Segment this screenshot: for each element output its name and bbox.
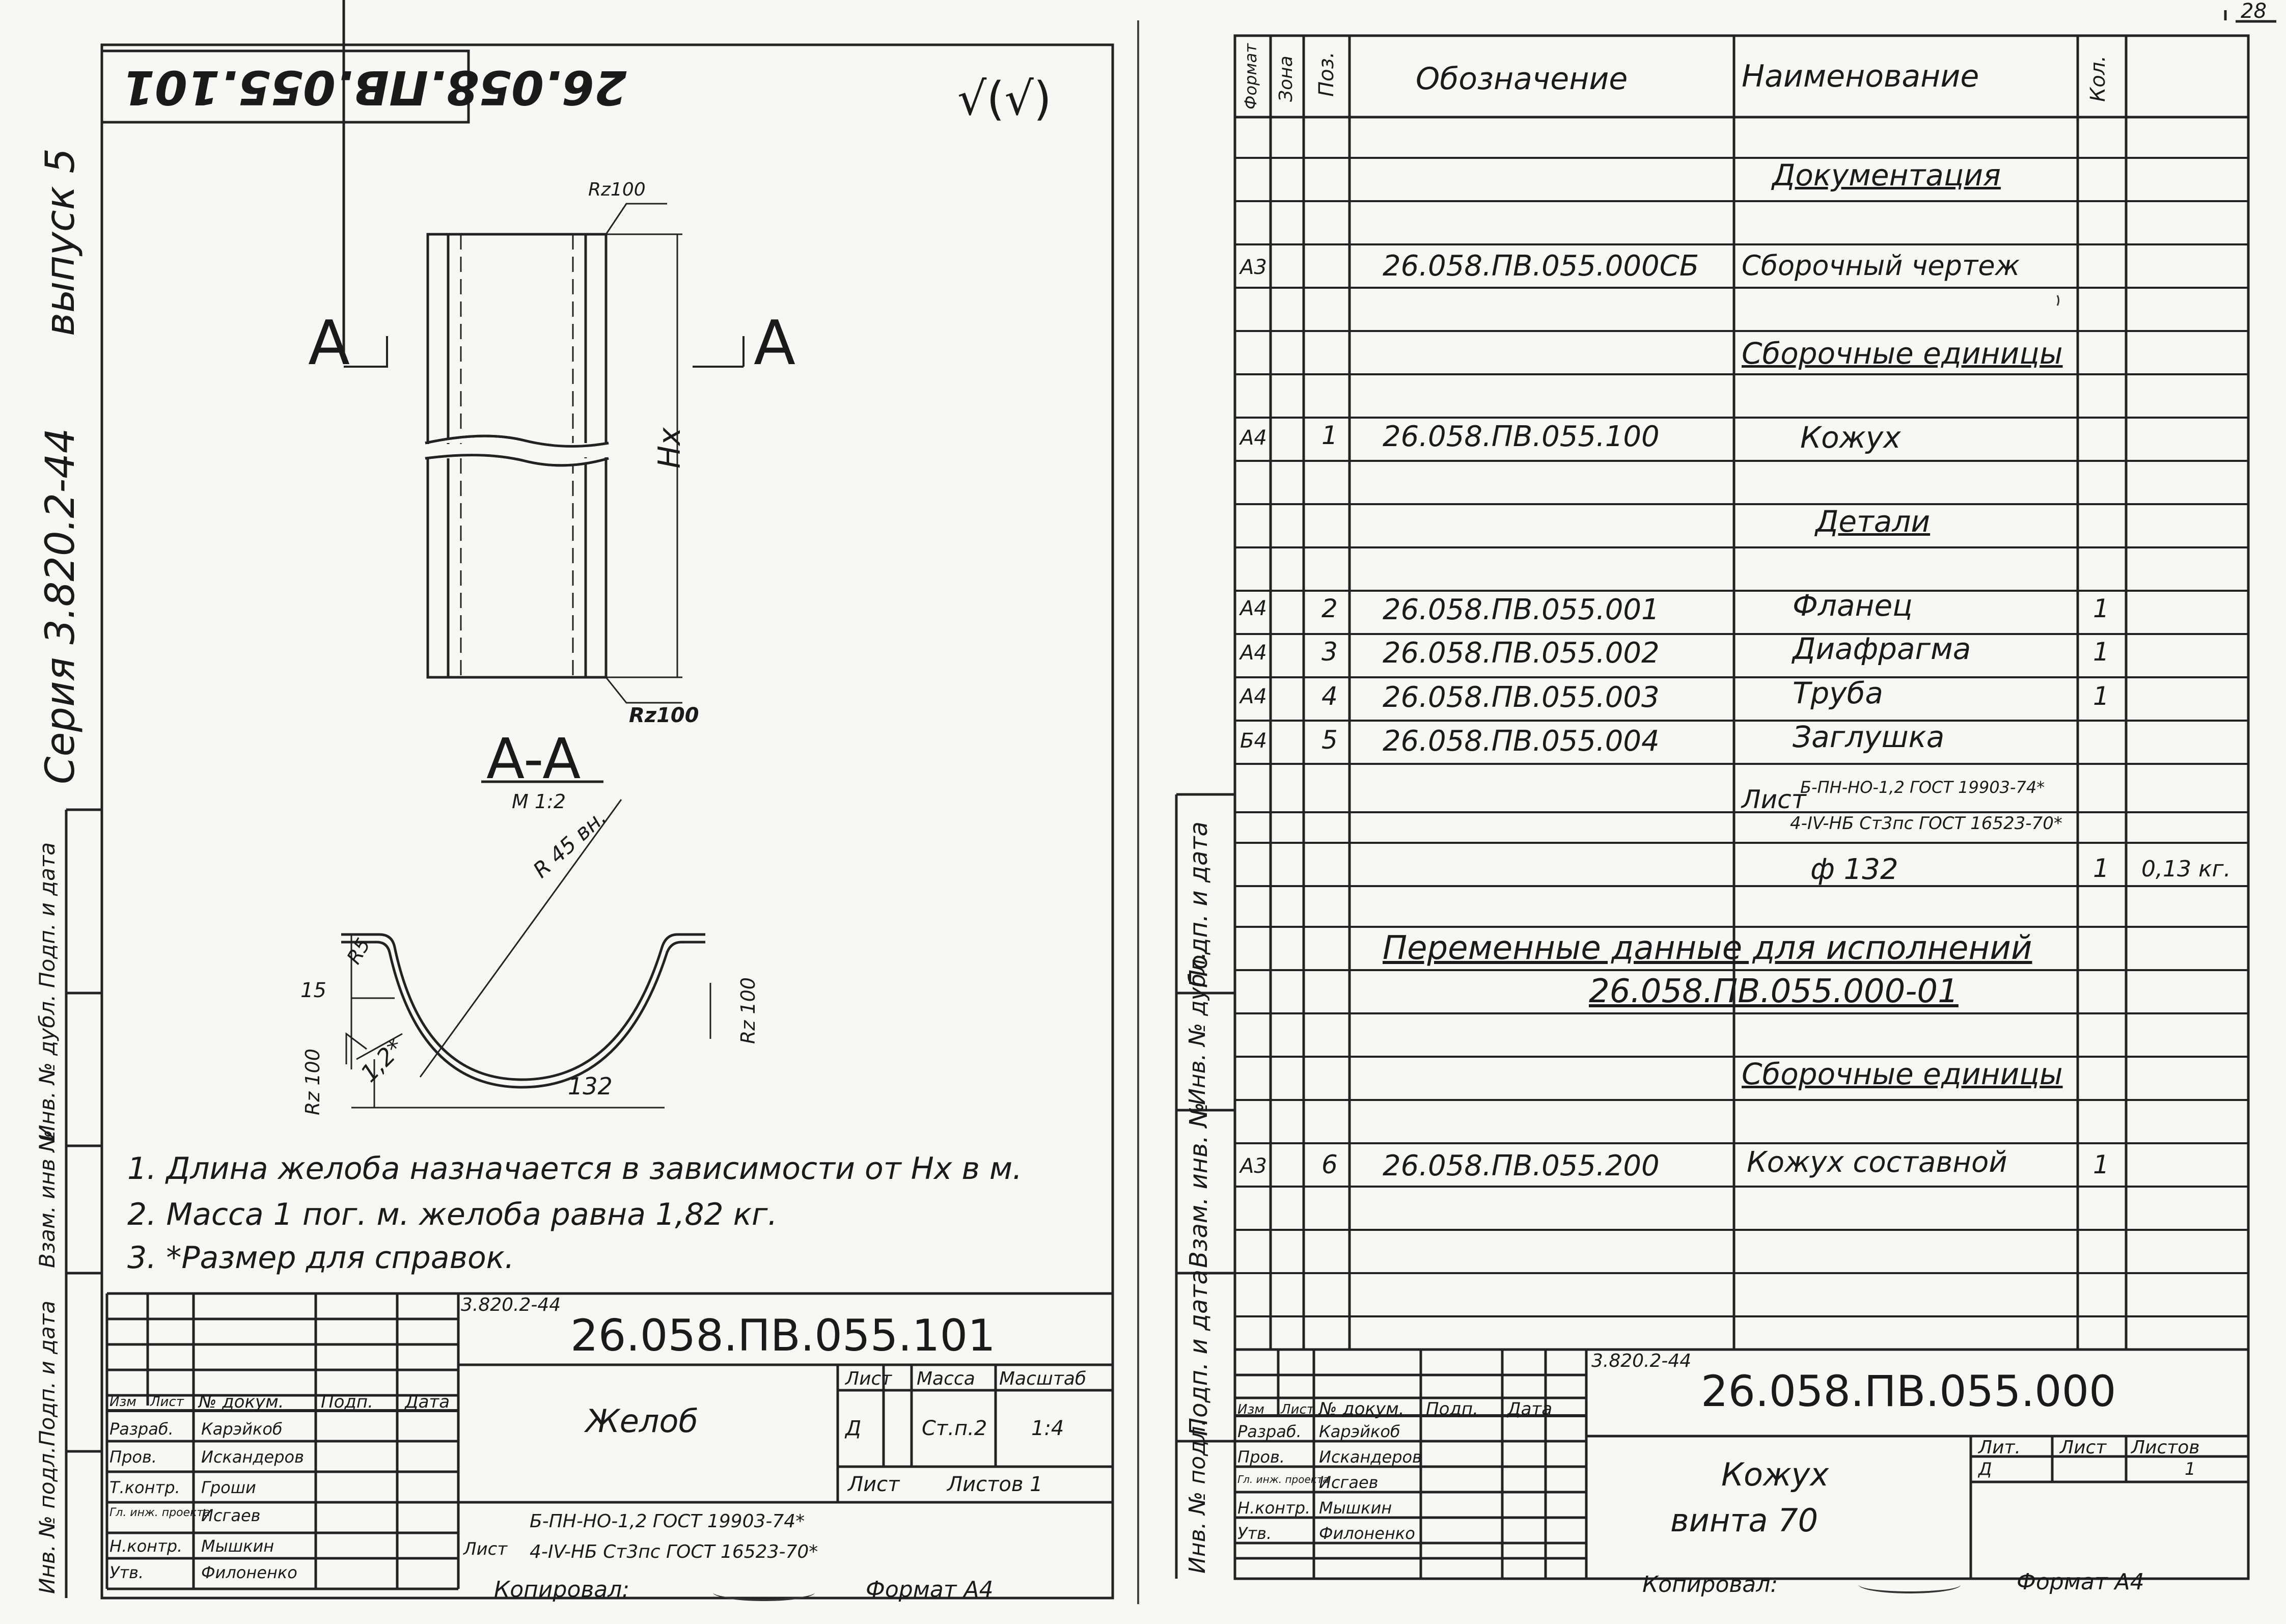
tb-person-1: Карэйкоб	[201, 1419, 283, 1439]
series-label: Серия 3.820.2-44	[38, 428, 84, 784]
section-mark-right: A	[754, 308, 796, 379]
rotated-drawing-code: 26.058.ПВ.055.101	[122, 60, 627, 115]
hdr-name: Наименование	[1742, 59, 1979, 94]
side-stamp-1: Подп. и дата	[35, 842, 60, 988]
r-tb-role-1: Разраб.	[1237, 1422, 1302, 1441]
roughness-bottom: Rz100	[629, 704, 699, 727]
row-9-pos: 5	[1321, 725, 1338, 755]
section-title: A-A	[486, 726, 581, 791]
section-scale: М 1:2	[512, 790, 566, 813]
var-row-qty: 1	[2093, 1150, 2109, 1179]
var-row-name: Кожух составной	[1747, 1146, 2007, 1179]
r-tb-head-sign: Подп.	[1426, 1399, 1478, 1419]
side-stamp-2: Инв. № дубл.	[35, 994, 60, 1141]
side-stamp-5: Инв. № подл.	[35, 1446, 60, 1594]
r-tb-head-doc: № докум.	[1319, 1399, 1404, 1419]
diameter-note: 0,13 кг.	[2141, 856, 2231, 882]
right-format-label: Формат А4	[2017, 1569, 2144, 1595]
rz-right: Rz 100	[737, 977, 759, 1044]
roughness-top: Rz100	[588, 179, 646, 200]
r-tb-series-small: 3.820.2-44	[1591, 1351, 1692, 1371]
row-9-name: Заглушка	[1793, 720, 1945, 754]
r-tb-role-3: Гл. инж. проекта	[1237, 1473, 1329, 1485]
section-documentation: Документация	[1772, 158, 2001, 192]
tb-sheets-label: Листов 1	[947, 1473, 1043, 1496]
r-tb-person-1: Карэйкоб	[1319, 1422, 1400, 1441]
dimension-hx: Hx	[652, 427, 687, 469]
variable-code: 26.058.ПВ.055.000-01	[1589, 973, 1959, 1010]
r-side-stamp-5: Инв. № подл.	[1185, 1419, 1210, 1574]
row-4-pos: 1	[1321, 421, 1338, 450]
r-side-stamp-2: Инв. № дубл.	[1185, 951, 1210, 1105]
tb-role-3: Т.контр.	[109, 1478, 180, 1497]
tb-sheet-label: Лист	[848, 1473, 900, 1496]
issue-label: выпуск 5	[38, 148, 84, 336]
tb-material-prefix: Лист	[463, 1539, 508, 1559]
row-6-qty: 1	[2093, 594, 2109, 623]
row-8-pos: 4	[1321, 681, 1338, 711]
diameter-qty: 1	[2093, 854, 2109, 883]
dim-15: 15	[300, 979, 326, 1002]
tb-col-mass: Масса	[917, 1368, 975, 1389]
r-side-stamp-3: Взам. инв. №	[1185, 1102, 1213, 1268]
row-7-pos: 3	[1321, 637, 1338, 667]
section-details: Детали	[1815, 504, 1931, 539]
tb-head-doc: № докум.	[199, 1392, 284, 1412]
tb-role-2: Пров.	[109, 1447, 157, 1467]
roughness-symbol: √(√)	[957, 72, 1052, 126]
row-2-format: А3	[1240, 256, 1267, 279]
right-copier-signature	[1859, 1576, 1961, 1593]
tb-col-sheet: Лист	[845, 1368, 892, 1389]
r-tb-person-5: Филоненко	[1319, 1524, 1415, 1543]
hdr-format: Формат	[1241, 43, 1260, 109]
section-assembly-units: Сборочные единицы	[1742, 336, 2063, 371]
row-8-qty: 1	[2093, 681, 2109, 711]
dim-width: 132	[568, 1072, 613, 1100]
tb-head-list: Лист	[150, 1394, 184, 1410]
row-7-qty: 1	[2093, 637, 2109, 667]
row-4-format: А4	[1240, 426, 1267, 450]
r-tb-person-3: Исгаев	[1319, 1473, 1379, 1492]
note-1: 1. Длина желоба назначается в зависимости от Hх в м.	[127, 1151, 1023, 1187]
left-format-label: Формат А4	[866, 1577, 994, 1603]
tb-material-1: Б-ПН-НО-1,2 ГОСТ 19903-74*	[530, 1511, 805, 1532]
row-6-designation: 26.058.ПВ.055.001	[1383, 593, 1660, 626]
left-copied-label: Копировал:	[494, 1577, 630, 1603]
hdr-qty: Кол.	[2086, 55, 2110, 102]
tb-person-6: Филоненко	[201, 1563, 297, 1582]
tb-role-4: Гл. инж. проекта	[109, 1506, 210, 1519]
tb-mass: Ст.п.2	[922, 1417, 987, 1440]
row-9-designation: 26.058.ПВ.055.004	[1383, 725, 1660, 758]
side-stamp-3: Взам. инв №	[35, 1130, 60, 1268]
row-9-format: Б4	[1240, 729, 1267, 753]
hdr-pos: Поз.	[1315, 51, 1338, 97]
r-tb-col-lit: Лит.	[1978, 1437, 2021, 1458]
section-mark-left: A	[308, 308, 350, 379]
var-row-format: А3	[1240, 1154, 1267, 1178]
tb-code: 26.058.ПВ.055.101	[570, 1310, 996, 1361]
row-8-format: А4	[1240, 685, 1267, 708]
left-copier-signature	[713, 1584, 815, 1601]
r-tb-code: 26.058.ПВ.055.000	[1701, 1366, 2116, 1416]
row-6-pos: 2	[1321, 594, 1338, 623]
row-4-designation: 26.058.ПВ.055.100	[1383, 420, 1660, 453]
row-6-format: А4	[1240, 597, 1267, 620]
sheet-material-prefix: Лист	[1742, 785, 1806, 814]
r-tb-col-sheets: Листов	[2131, 1437, 2200, 1458]
row-7-format: А4	[1240, 641, 1267, 665]
tb-material-2: 4-IV-НБ Ст3пс ГОСТ 16523-70*	[530, 1542, 818, 1562]
row-7-designation: 26.058.ПВ.055.002	[1383, 637, 1660, 670]
r-tb-person-2: Искандеров	[1319, 1447, 1422, 1467]
tb-scale: 1:4	[1031, 1417, 1064, 1440]
r-tb-sheets: 1	[2185, 1459, 2196, 1479]
r-tb-role-2: Пров.	[1237, 1447, 1285, 1467]
tb-head-izm: Изм	[109, 1394, 136, 1410]
dim-thickness: 1,2*	[355, 1033, 409, 1088]
page-number: 28	[2241, 0, 2267, 23]
hdr-zone: Зона	[1276, 56, 1297, 102]
tb-head-date: Дата	[405, 1392, 450, 1412]
tb-head-sign: Подп.	[321, 1392, 373, 1412]
row-2-name: Сборочный чертеж	[1742, 250, 2020, 282]
var-row-pos: 6	[1321, 1150, 1338, 1179]
var-row-designation: 26.058.ПВ.055.200	[1383, 1149, 1660, 1182]
tb-person-3: Гроши	[201, 1478, 256, 1497]
tb-litera: Д	[845, 1417, 862, 1440]
tb-role-6: Утв.	[109, 1563, 144, 1582]
r-tb-head-izm: Изм	[1237, 1402, 1264, 1417]
note-2: 2. Масса 1 пог. м. желоба равна 1,82 кг.	[127, 1197, 778, 1232]
r-tb-role-4: Н.контр.	[1237, 1498, 1311, 1518]
right-copied-label: Копировал:	[1642, 1572, 1778, 1598]
diameter-label: ф 132	[1810, 853, 1898, 886]
tb-series-small: 3.820.2-44	[461, 1295, 561, 1315]
r-tb-head-date: Дата	[1507, 1399, 1553, 1419]
r-tb-name-1: Кожух	[1721, 1456, 1829, 1493]
note-3: 3. *Размер для справок.	[127, 1240, 514, 1276]
r-tb-litera: Д	[1978, 1459, 1992, 1479]
tb-col-scale: Масштаб	[999, 1368, 1087, 1389]
rz-left: Rz 100	[301, 1049, 324, 1115]
tb-role-1: Разраб.	[109, 1419, 174, 1439]
variable-title: Переменные данные для исполнений	[1383, 929, 2032, 967]
sheet-material-1: Б-ПН-НО-1,2 ГОСТ 19903-74*	[1800, 778, 2045, 797]
row-7-name: Диафрагма	[1793, 631, 1971, 666]
tb-role-5: Н.контр.	[109, 1536, 183, 1556]
variable-section: Сборочные единицы	[1742, 1057, 2063, 1091]
sheet-material-2: 4-IV-НБ Ст3пс ГОСТ 16523-70*	[1790, 813, 2062, 834]
tb-name: Желоб	[586, 1402, 698, 1440]
r-side-stamp-4: Подп. и дата	[1185, 1270, 1213, 1436]
tb-person-2: Искандеров	[201, 1447, 304, 1467]
row-6-name: Фланец	[1793, 588, 1913, 623]
row-8-designation: 26.058.ПВ.055.003	[1383, 681, 1660, 714]
tb-person-5: Мышкин	[201, 1536, 274, 1556]
row-2-designation: 26.058.ПВ.055.000СБ	[1383, 250, 1699, 283]
r5-label: R5	[342, 934, 375, 968]
row-4-name: Кожух	[1800, 420, 1901, 455]
r-side-stamp-1: Подп. и дата	[1185, 821, 1213, 988]
tb-person-4: Исгаев	[201, 1506, 261, 1525]
hdr-designation: Обозначение	[1416, 61, 1628, 97]
r-tb-name-2: винта 70	[1670, 1502, 1819, 1539]
side-stamp-4: Подп. и дата	[35, 1300, 60, 1446]
r-tb-role-5: Утв.	[1237, 1524, 1272, 1543]
r-tb-person-4: Мышкин	[1319, 1498, 1392, 1518]
r-tb-head-list: Лист	[1281, 1402, 1314, 1417]
row-8-name: Труба	[1793, 676, 1883, 710]
r-tb-col-sheet: Лист	[2060, 1437, 2107, 1458]
radius-label: R 45 вн.	[528, 805, 612, 883]
